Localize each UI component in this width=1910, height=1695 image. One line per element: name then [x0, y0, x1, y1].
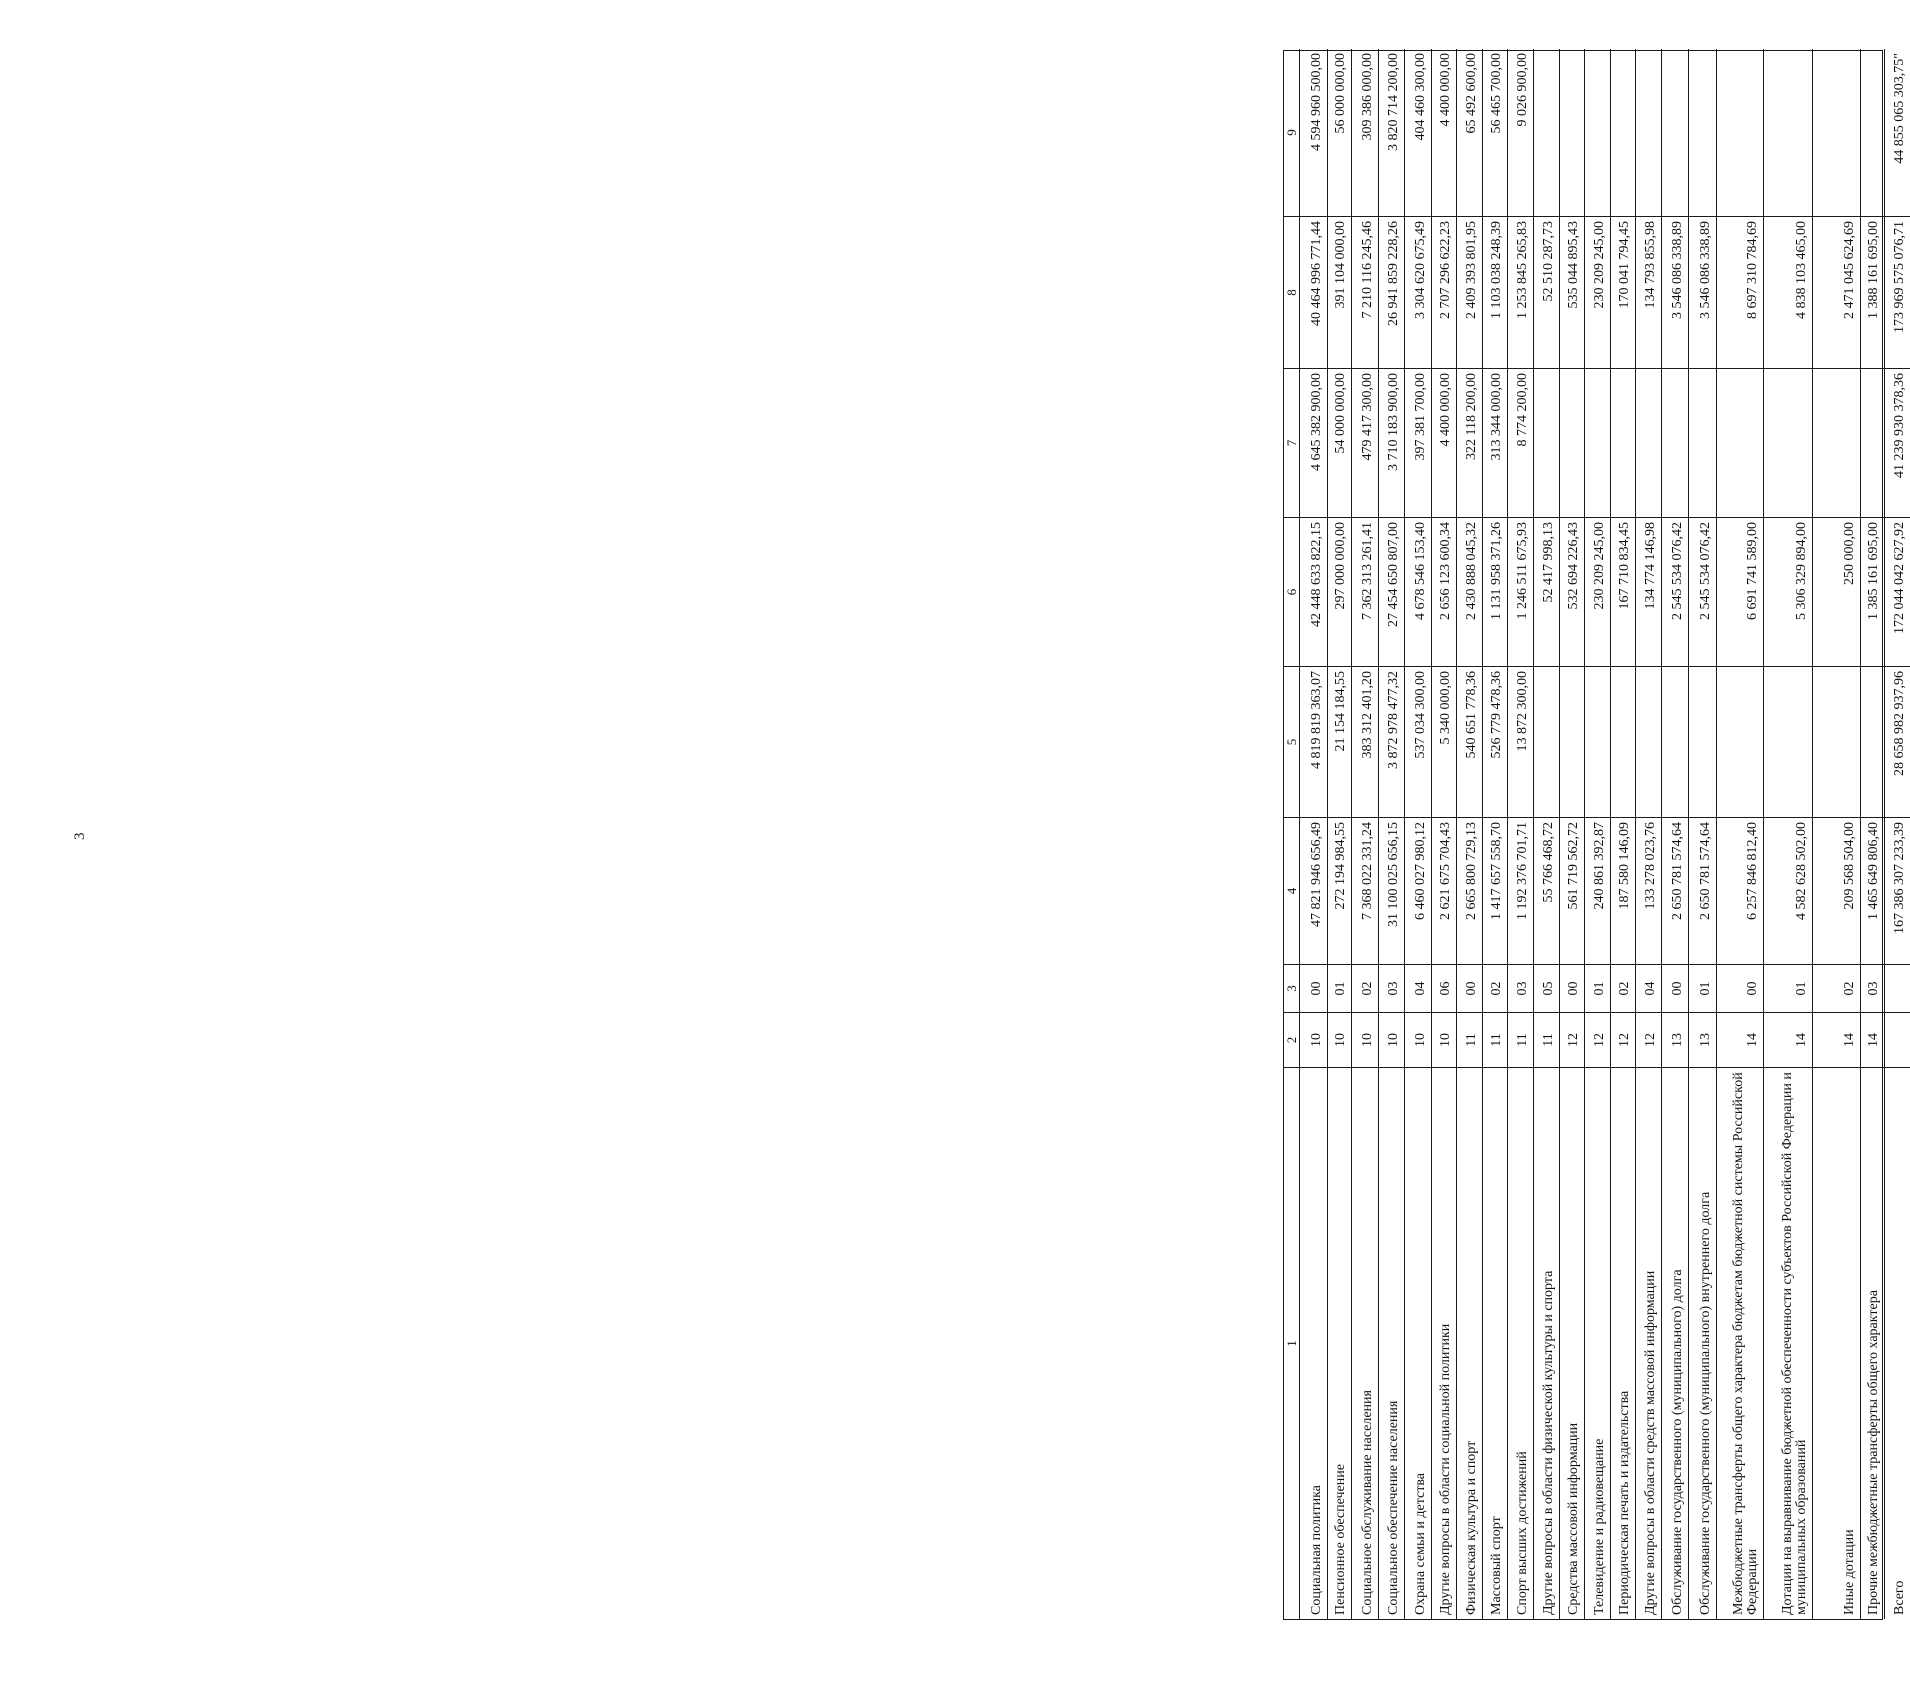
amount-cell: 4 400 000,00 [1432, 368, 1457, 517]
amount-cell [1717, 49, 1764, 216]
amount-cell: 3 710 183 900,00 [1379, 368, 1405, 517]
amount-cell [1689, 368, 1717, 517]
amount-cell: 230 209 245,00 [1585, 216, 1611, 368]
code-cell [1885, 1012, 1910, 1067]
amount-cell: 2 650 781 574,64 [1689, 817, 1717, 964]
column-header-5: 5 [1284, 666, 1300, 817]
amount-cell: 1 465 649 806,40 [1861, 817, 1885, 964]
column-header-9: 9 [1284, 49, 1300, 216]
amount-cell: 133 278 023,76 [1636, 817, 1662, 964]
amount-cell: 322 118 200,00 [1457, 368, 1483, 517]
amount-cell: 6 460 027 980,12 [1405, 817, 1432, 964]
code-cell: 01 [1764, 964, 1813, 1012]
amount-cell: 3 546 086 338,89 [1662, 216, 1689, 368]
amount-cell: 404 460 300,00 [1405, 49, 1432, 216]
amount-cell [1689, 49, 1717, 216]
amount-cell: 1 253 845 265,83 [1508, 216, 1534, 368]
amount-cell [1585, 666, 1611, 817]
amount-cell [1717, 368, 1764, 517]
amount-cell: 2 621 675 704,43 [1432, 817, 1457, 964]
row-label: Пенсионное обеспечение [1328, 1067, 1352, 1619]
code-cell: 02 [1813, 964, 1861, 1012]
row-label: Массовый спорт [1483, 1067, 1508, 1619]
row-label: Физическая культура и спорт [1457, 1067, 1483, 1619]
amount-cell: 7 210 116 245,46 [1352, 216, 1379, 368]
code-cell: 10 [1405, 1012, 1432, 1067]
amount-cell: 56 465 700,00 [1483, 49, 1508, 216]
code-cell: 11 [1457, 1012, 1483, 1067]
amount-cell [1689, 666, 1717, 817]
amount-cell: 2 409 393 801,95 [1457, 216, 1483, 368]
code-cell: 12 [1636, 1012, 1662, 1067]
code-cell: 14 [1861, 1012, 1885, 1067]
amount-cell: 28 658 982 937,96 [1885, 666, 1910, 817]
amount-cell: 170 041 794,45 [1611, 216, 1636, 368]
code-cell: 14 [1813, 1012, 1861, 1067]
amount-cell [1611, 666, 1636, 817]
amount-cell: 2 545 534 076,42 [1662, 517, 1689, 666]
code-cell: 00 [1717, 964, 1764, 1012]
amount-cell: 1 192 376 701,71 [1508, 817, 1534, 964]
amount-cell: 391 104 000,00 [1328, 216, 1352, 368]
amount-cell: 383 312 401,20 [1352, 666, 1379, 817]
code-cell: 02 [1352, 964, 1379, 1012]
code-cell: 06 [1432, 964, 1457, 1012]
amount-cell: 2 471 045 624,69 [1813, 216, 1861, 368]
amount-cell: 561 719 562,72 [1560, 817, 1585, 964]
code-cell: 11 [1508, 1012, 1534, 1067]
amount-cell: 173 969 575 076,71 [1885, 216, 1910, 368]
code-cell: 03 [1379, 964, 1405, 1012]
amount-cell: 3 820 714 200,00 [1379, 49, 1405, 216]
amount-cell: 54 000 000,00 [1328, 368, 1352, 517]
amount-cell: 479 417 300,00 [1352, 368, 1379, 517]
code-cell: 10 [1352, 1012, 1379, 1067]
amount-cell: 4 400 000,00 [1432, 49, 1457, 216]
amount-cell [1662, 49, 1689, 216]
amount-cell [1585, 368, 1611, 517]
amount-cell [1534, 666, 1560, 817]
amount-cell: 2 650 781 574,64 [1662, 817, 1689, 964]
amount-cell: 134 793 855,98 [1636, 216, 1662, 368]
amount-cell: 4 678 546 153,40 [1405, 517, 1432, 666]
row-label: Средства массовой информации [1560, 1067, 1585, 1619]
amount-cell: 535 044 895,43 [1560, 216, 1585, 368]
amount-cell: 209 568 504,00 [1813, 817, 1861, 964]
column-header-8: 8 [1284, 216, 1300, 368]
amount-cell: 3 304 620 675,49 [1405, 216, 1432, 368]
amount-cell: 3 872 978 477,32 [1379, 666, 1405, 817]
amount-cell [1861, 666, 1885, 817]
code-cell: 04 [1636, 964, 1662, 1012]
row-label: Телевидение и радиовещание [1585, 1067, 1611, 1619]
code-cell: 10 [1300, 1012, 1328, 1067]
column-header-3: 3 [1284, 964, 1300, 1012]
amount-cell: 1 385 161 695,00 [1861, 517, 1885, 666]
row-label: Прочие межбюджетные трансферты общего характера [1861, 1067, 1885, 1619]
code-cell: 14 [1717, 1012, 1764, 1067]
amount-cell [1861, 368, 1885, 517]
amount-cell: 526 779 478,36 [1483, 666, 1508, 817]
amount-cell: 56 000 000,00 [1328, 49, 1352, 216]
amount-cell: 4 582 628 502,00 [1764, 817, 1813, 964]
row-label: Другие вопросы в области физической культуры и спорта [1534, 1067, 1560, 1619]
amount-cell: 4 594 960 500,00 [1300, 49, 1328, 216]
code-cell: 01 [1585, 964, 1611, 1012]
amount-cell: 52 510 287,73 [1534, 216, 1560, 368]
amount-cell: 309 386 000,00 [1352, 49, 1379, 216]
amount-cell [1560, 368, 1585, 517]
amount-cell: 172 044 042 627,92 [1885, 517, 1910, 666]
column-header-6: 6 [1284, 517, 1300, 666]
row-label: Социальное обслуживание населения [1352, 1067, 1379, 1619]
amount-cell [1662, 368, 1689, 517]
amount-cell: 65 492 600,00 [1457, 49, 1483, 216]
amount-cell: 8 774 200,00 [1508, 368, 1534, 517]
amount-cell [1636, 368, 1662, 517]
amount-cell: 3 546 086 338,89 [1689, 216, 1717, 368]
amount-cell: 52 417 998,13 [1534, 517, 1560, 666]
amount-cell: 7 368 022 331,24 [1352, 817, 1379, 964]
amount-cell: 13 872 300,00 [1508, 666, 1534, 817]
amount-cell: 230 209 245,00 [1585, 517, 1611, 666]
amount-cell: 2 707 296 622,23 [1432, 216, 1457, 368]
amount-cell: 540 651 778,36 [1457, 666, 1483, 817]
amount-cell: 537 034 300,00 [1405, 666, 1432, 817]
page-number: 3 [72, 832, 88, 840]
amount-cell [1611, 49, 1636, 216]
code-cell: 05 [1534, 964, 1560, 1012]
amount-cell: 2 545 534 076,42 [1689, 517, 1717, 666]
row-label: Иные дотации [1813, 1067, 1861, 1619]
amount-cell [1636, 666, 1662, 817]
amount-cell: 5 340 000,00 [1432, 666, 1457, 817]
amount-cell: 6 691 741 589,00 [1717, 517, 1764, 666]
amount-cell: 1 131 958 371,26 [1483, 517, 1508, 666]
amount-cell: 1 246 511 675,93 [1508, 517, 1534, 666]
row-label: Другие вопросы в области социальной политики [1432, 1067, 1457, 1619]
amount-cell: 55 766 468,72 [1534, 817, 1560, 964]
row-label: Обслуживание государственного (муниципального) долга [1662, 1067, 1689, 1619]
amount-cell [1764, 49, 1813, 216]
code-cell: 11 [1534, 1012, 1560, 1067]
code-cell: 10 [1328, 1012, 1352, 1067]
amount-cell: 532 694 226,43 [1560, 517, 1585, 666]
amount-cell: 187 580 146,09 [1611, 817, 1636, 964]
amount-cell: 2 665 800 729,13 [1457, 817, 1483, 964]
amount-cell: 6 257 846 812,40 [1717, 817, 1764, 964]
amount-cell: 7 362 313 261,41 [1352, 517, 1379, 666]
code-cell: 14 [1764, 1012, 1813, 1067]
amount-cell: 4 645 382 900,00 [1300, 368, 1328, 517]
amount-cell [1813, 49, 1861, 216]
amount-cell [1813, 368, 1861, 517]
amount-cell: 167 710 834,45 [1611, 517, 1636, 666]
row-label: Охрана семьи и детства [1405, 1067, 1432, 1619]
code-cell: 12 [1560, 1012, 1585, 1067]
amount-cell [1534, 49, 1560, 216]
amount-cell [1813, 666, 1861, 817]
row-label: Дотации на выравнивание бюджетной обеспеченности субъектов Российской Федерации и муниципальных образований [1764, 1067, 1813, 1619]
amount-cell [1560, 49, 1585, 216]
amount-cell [1534, 368, 1560, 517]
amount-cell: 40 464 996 771,44 [1300, 216, 1328, 368]
amount-cell: 134 774 146,98 [1636, 517, 1662, 666]
amount-cell: 4 819 819 363,07 [1300, 666, 1328, 817]
code-cell: 02 [1483, 964, 1508, 1012]
amount-cell [1861, 49, 1885, 216]
row-label: Периодическая печать и издательства [1611, 1067, 1636, 1619]
amount-cell: 44 855 065 303,75" [1892, 53, 1907, 164]
amount-cell: 167 386 307 233,39 [1885, 817, 1910, 964]
row-label: Всего [1885, 1067, 1910, 1619]
amount-cell [1764, 368, 1813, 517]
code-cell: 00 [1560, 964, 1585, 1012]
code-cell: 00 [1457, 964, 1483, 1012]
row-label: Социальная политика [1300, 1067, 1328, 1619]
rotated-page [1283, 50, 1907, 1620]
amount-cell: 240 861 392,87 [1585, 817, 1611, 964]
amount-cell: 8 697 310 784,69 [1717, 216, 1764, 368]
amount-cell [1636, 49, 1662, 216]
code-cell: 03 [1508, 964, 1534, 1012]
row-label: Спорт высших достижений [1508, 1067, 1534, 1619]
amount-cell: 250 000,00 [1813, 517, 1861, 666]
code-cell: 04 [1405, 964, 1432, 1012]
code-cell: 12 [1585, 1012, 1611, 1067]
amount-cell: 2 430 888 045,32 [1457, 517, 1483, 666]
amount-cell: 272 194 984,55 [1328, 817, 1352, 964]
row-label: Социальное обеспечение населения [1379, 1067, 1405, 1619]
amount-cell: 27 454 650 807,00 [1379, 517, 1405, 666]
amount-cell: 4 838 103 465,00 [1764, 216, 1813, 368]
code-cell: 12 [1611, 1012, 1636, 1067]
budget-table [1283, 50, 1907, 1620]
amount-cell: 1 103 038 248,39 [1483, 216, 1508, 368]
code-cell: 02 [1611, 964, 1636, 1012]
column-header-1: 1 [1284, 1067, 1300, 1619]
amount-cell [1764, 666, 1813, 817]
amount-cell: 397 381 700,00 [1405, 368, 1432, 517]
amount-cell: 31 100 025 656,15 [1379, 817, 1405, 964]
amount-cell: 5 306 329 894,00 [1764, 517, 1813, 666]
amount-cell: 2 656 123 600,34 [1432, 517, 1457, 666]
code-cell: 11 [1483, 1012, 1508, 1067]
row-label: Обслуживание государственного (муниципального) внутреннего долга [1689, 1067, 1717, 1619]
code-cell: 10 [1432, 1012, 1457, 1067]
amount-cell: 47 821 946 656,49 [1300, 817, 1328, 964]
code-cell: 10 [1379, 1012, 1405, 1067]
amount-cell [1585, 49, 1611, 216]
amount-cell: 41 239 930 378,36 [1885, 368, 1910, 517]
amount-cell: 21 154 184,55 [1328, 666, 1352, 817]
amount-cell [1611, 368, 1636, 517]
code-cell: 01 [1689, 964, 1717, 1012]
amount-cell [1717, 666, 1764, 817]
amount-cell: 297 000 000,00 [1328, 517, 1352, 666]
amount-cell: 9 026 900,00 [1508, 49, 1534, 216]
code-cell: 01 [1328, 964, 1352, 1012]
column-header-7: 7 [1284, 368, 1300, 517]
row-label: Другие вопросы в области средств массовой информации [1636, 1067, 1662, 1619]
code-cell: 03 [1861, 964, 1885, 1012]
code-cell [1885, 964, 1910, 1012]
amount-cell: 313 344 000,00 [1483, 368, 1508, 517]
code-cell: 13 [1689, 1012, 1717, 1067]
row-label: Межбюджетные трансферты общего характера бюджетам бюджетной системы Российской Федерации [1717, 1067, 1764, 1619]
amount-cell: 42 448 633 822,15 [1300, 517, 1328, 666]
amount-cell: 1 388 161 695,00 [1861, 216, 1885, 368]
amount-cell: 26 941 859 228,26 [1379, 216, 1405, 368]
amount-cell [1662, 666, 1689, 817]
code-cell: 00 [1300, 964, 1328, 1012]
amount-cell: 1 417 657 558,70 [1483, 817, 1508, 964]
column-header-4: 4 [1284, 817, 1300, 964]
amount-cell [1560, 666, 1585, 817]
code-cell: 00 [1662, 964, 1689, 1012]
code-cell: 13 [1662, 1012, 1689, 1067]
column-header-2: 2 [1284, 1012, 1300, 1067]
